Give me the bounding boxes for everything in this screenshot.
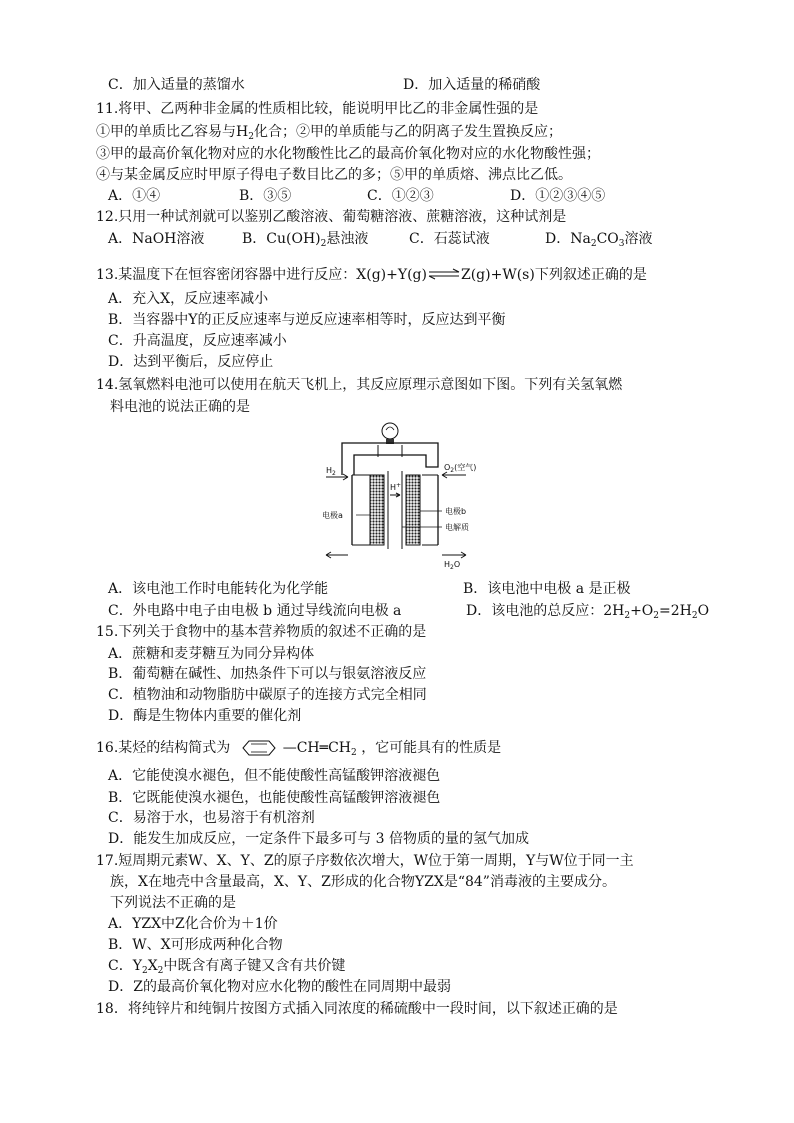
equilibrium-arrow-icon [427,268,461,280]
q13-option-d: D．达到平衡后，反应停止 [108,354,274,370]
fuel-cell-diagram [318,415,490,575]
q17-option-b: B．W、X可形成两种化合物 [108,937,283,953]
q11-option-b: B．③⑤ [239,188,292,204]
q11-statement-1: ①甲的单质比乙容易与$H_2$化合；②甲的单质能与乙的阴离子发生置换反应； [96,124,562,142]
electrode-a [370,475,384,545]
q16-option-d: D．能发生加成反应，一定条件下最多可与 3 倍物质的量的氢气加成 [108,831,530,847]
q12-option-c: C．石蕊试液 [409,231,490,247]
h-plus-label: H+ [390,482,402,492]
q10-option-c: C．加入适量的蒸馏水 [108,77,245,93]
q17-option-a: A．YZX中Z化合价为＋1价 [108,916,278,932]
h2o-label: $H_2O$ [444,560,461,571]
light-bulb-icon [382,423,398,444]
q13-option-b: B．当容器中Y的正反应速率与逆反应速率相等时，反应达到平衡 [108,312,506,328]
q12-option-a: A．NaOH溶液 [108,231,205,247]
q14-stem-line-2: 料电池的说法正确的是 [110,399,250,415]
fuel-cell-diagram-svg [318,415,490,575]
q16-option-b: B．它既能使溴水褪色，也能使酸性高锰酸钾溶液褪色 [108,790,441,806]
electrode-b [406,475,420,545]
q16-option-a: A．它能使溴水褪色，但不能使酸性高锰酸钾溶液褪色 [108,768,441,784]
q17-option-d: D．Z的最高价氧化物对应水化物的酸性在同周期中最弱 [108,979,451,995]
q12-option-b: B．$Cu(OH)_2$悬浊液 [242,231,369,249]
q17-option-c: C．$Y_2X_2$中既含有离子键又含有共价键 [108,958,346,976]
q17-stem-line-2: 族，X在地壳中含量最高，X、Y、Z形成的化合物YZX是“84”消毒液的主要成分。 [110,874,616,890]
q14-option-a: A．该电池工作时电能转化为化学能 [108,581,329,597]
h2-label: $H_2$ [326,466,336,477]
q15-stem: 15.下列关于食物中的基本营养物质的叙述不正确的是 [96,624,427,640]
q15-option-a: A．蔗糖和麦芽糖互为同分异构体 [108,646,315,662]
q11-option-c: C．①②③ [367,188,434,204]
q11-statement-2: ③甲的最高价氧化物对应的水化物酸性比乙的最高价氧化物对应的水化物酸性强； [96,146,600,162]
q12-option-d: D．$Na_2CO_3$溶液 [545,231,653,249]
q10-option-d: D．加入适量的稀硝酸 [403,77,541,93]
q17-stem-line-3: 下列说法不正确的是 [110,895,236,911]
q16-option-c: C．易溶于水，也易溶于有机溶剂 [108,810,315,826]
electrode-a-label: 电极a [322,511,343,520]
q13-option-a: A．充入X，反应速率减小 [108,291,269,307]
q14-stem-line-1: 14.氢氧燃料电池可以使用在航天飞机上，其反应原理示意图如下图。下列有关氢氧燃 [96,377,623,393]
benzene-ring-icon [235,739,283,757]
q11-stem: 11.将甲、乙两种非金属的性质相比较，能说明甲比乙的非金属性强的是 [96,101,539,117]
q17-stem-line-1: 17.短周期元素W、X、Y、Z的原子序数依次增大，W位于第一周期，Y与W位于同一主 [96,853,634,869]
q16-stem: 16.某烃的结构简式为 $—CH═CH_2$ ，它可能具有的性质是 [96,740,502,758]
q14-option-c: C．外电路中电子由电极 b 通过导线流向电极 a [108,603,402,619]
q18-stem: 18．将纯锌片和纯铜片按图方式插入同浓度的稀硫酸中一段时间，以下叙述正确的是 [96,1001,618,1017]
q12-stem: 12.只用一种试剂就可以鉴别乙酸溶液、葡萄糖溶液、蔗糖溶液，这种试剂是 [96,209,567,225]
external-circuit-wire [342,443,438,475]
o2-label: $O_2$(空气) [444,463,477,474]
q13-option-c: C．升高温度，反应速率减小 [108,333,287,349]
q14-option-d: D．该电池的总反应：$2H_2+O_2=2H_2O$ [466,603,710,621]
q11-option-a: A．①④ [108,188,161,204]
q15-option-d: D．酶是生物体内重要的催化剂 [108,708,302,724]
electrolyte-label: 电解质 [445,523,469,532]
q15-option-c: C．植物油和动物脂肪中碳原子的连接方式完全相同 [108,687,427,703]
q14-option-b: B．该电池中电极 a 是正极 [463,581,631,597]
q11-statement-3: ④与某金属反应时甲原子得电子数目比乙的多；⑤甲的单质熔、沸点比乙低。 [96,167,572,183]
q13-stem: 13.某温度下在恒容密闭容器中进行反应：X(g)+Y(g) Z(g)+W(s)下列叙述正确的是 [96,267,647,283]
electrode-b-label: 电极b [445,507,467,516]
q11-option-d: D．①②③④⑤ [510,188,606,204]
q15-option-b: B．葡萄糖在碱性、加热条件下可以与银氨溶液反应 [108,666,427,682]
